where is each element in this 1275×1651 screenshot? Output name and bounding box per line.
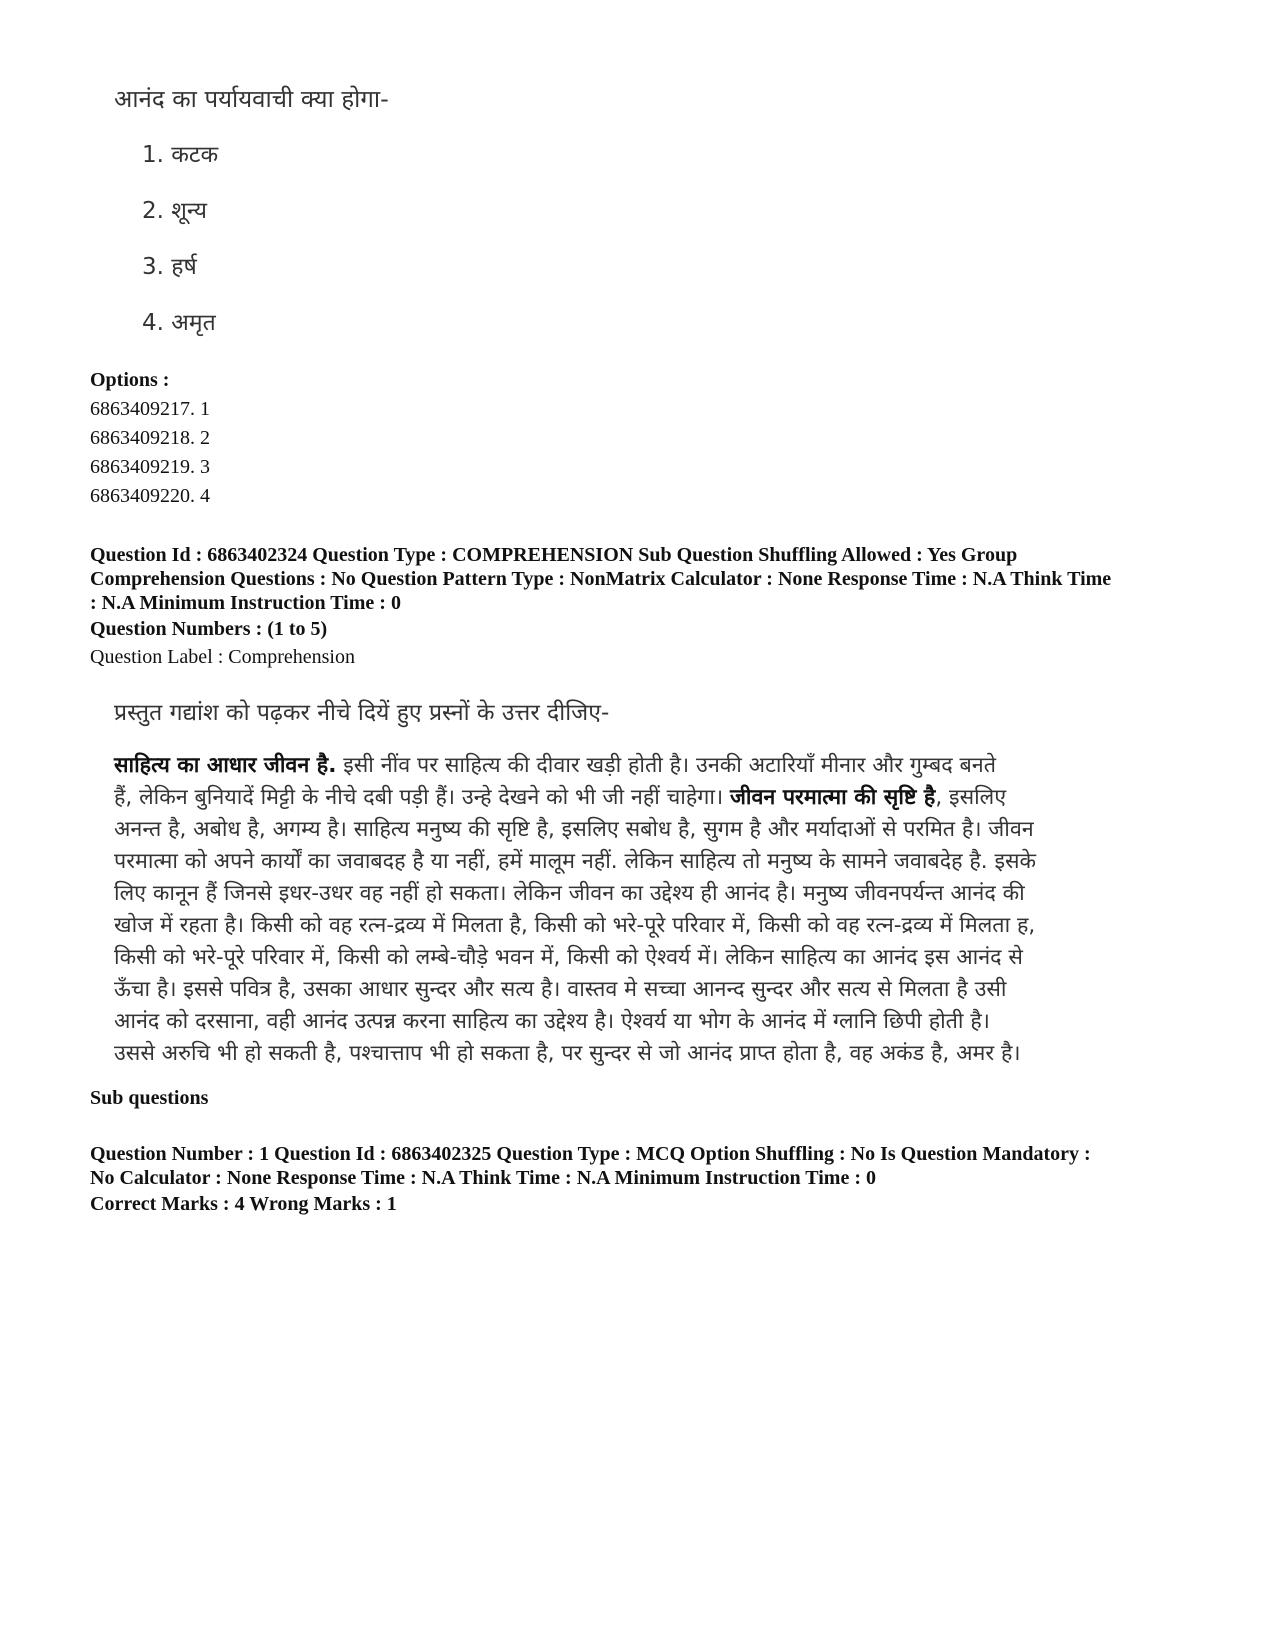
options-block	[90, 366, 210, 511]
passage-text: , इसलिए	[935, 785, 1007, 810]
choice-2: 2. शून्य	[142, 198, 208, 224]
meta-line: Comprehension Questions : No Question Pattern Type : NonMatrix Calculator : None Response Time : N.A Think Time	[90, 568, 1112, 590]
marks-line: Correct Marks : 4 Wrong Marks : 1	[90, 1193, 397, 1215]
passage-line: खोज में रहता है। किसी को वह रत्न-द्रव्य में मिलता है, किसी को भरे-पूरे परिवार में, किसी को वह रत्न-द्रव्य में मिलता ह,	[114, 913, 1036, 938]
option-item: 6863409217. 1	[90, 398, 210, 420]
question-prompt: आनंद का पर्यायवाची क्या होगा-	[114, 85, 389, 113]
passage-line	[114, 750, 1164, 782]
passage-line: किसी को भरे-पूरे परिवार में, किसी को लम्बे-चौड़े भवन में, किसी को ऐश्वर्य में। लेकिन साहित्य का आनंद इस आनंद से	[114, 945, 1023, 970]
meta-line: Question Number : 1 Question Id : 6863402325 Question Type : MCQ Option Shuffling : No Is Question Mandatory :	[90, 1143, 1091, 1165]
passage-bold-phrase: जीवन परमात्मा की सृष्टि है	[729, 785, 936, 810]
passage-text: हैं, लेकिन बुनियादें मिट्टी के नीचे दबी पड़ी हैं। उन्हे देखने को भी जी नहीं चाहेगा।	[114, 785, 730, 810]
meta-line: No Calculator : None Response Time : N.A Think Time : N.A Minimum Instruction Time : 0	[90, 1167, 876, 1189]
question-label: Question Label : Comprehension	[90, 646, 355, 668]
choice-4: 4. अमृत	[142, 310, 216, 336]
passage-line	[114, 782, 1164, 814]
choice-1: 1. कटक	[142, 142, 219, 168]
sub-questions-heading: Sub questions	[90, 1087, 209, 1109]
option-item: 6863409218. 2	[90, 427, 210, 449]
passage-bold-phrase: साहित्य का आधार जीवन है.	[114, 753, 337, 778]
passage-line: उससे अरुचि भी हो सकती है, पश्चात्ताप भी हो सकता है, पर सुन्दर से जो आनंद प्राप्त होता है, वह अकंड है, अमर है।	[114, 1041, 1021, 1066]
question-numbers: Question Numbers : (1 to 5)	[90, 618, 328, 640]
meta-line: Question Id : 6863402324 Question Type : COMPREHENSION Sub Question Shuffling Allowed : Yes Group	[90, 544, 1018, 566]
option-item: 6863409219. 3	[90, 456, 210, 478]
passage-line: अनन्त है, अबोध है, अगम्य है। साहित्य मनुष्य की सृष्टि है, इसलिए सबोध है, सुगम है और मर्यादाओं से परमित है। जीवन	[114, 817, 1034, 842]
passage	[114, 750, 1164, 1070]
sub-question-meta	[90, 1142, 1190, 1190]
option-item: 6863409220. 4	[90, 485, 210, 507]
options-heading: Options :	[90, 369, 170, 391]
comprehension-meta	[90, 543, 1190, 615]
passage-line: आनंद को दरसाना, वही आनंद उत्पन्न करना साहित्य का उद्देश्य है। ऐश्वर्य या भोग के आनंद में ग्लानि छिपी होती है।	[114, 1009, 990, 1034]
passage-line: लिए कानून हैं जिनसे इधर-उधर वह नहीं हो सकता। लेकिन जीवन का उद्देश्य ही आनंद है। मनुष्य जीवनपर्यन्त आनंद की	[114, 881, 1025, 906]
passage-line: ऊँचा है। इससे पवित्र है, उसका आधार सुन्दर और सत्य है। वास्तव मे सच्चा आनन्द सुन्दर और सत्य से मिलता है उसी	[114, 977, 1007, 1002]
passage-text: इसी नींव पर साहित्य की दीवार खड़ी होती है। उनकी अटारियाँ मीनार और गुम्बद बनते	[336, 753, 996, 778]
passage-line: परमात्मा को अपने कार्यों का जवाबदह है या नहीं, हमें मालूम नहीं. लेकिन साहित्य तो मनुष्य के सामने जवाबदेह है. इसके	[114, 849, 1037, 874]
passage-instruction: प्रस्तुत गद्यांश को पढ़कर नीचे दियें हुए प्रस्नों के उत्तर दीजिए-	[114, 700, 610, 726]
meta-line: : N.A Minimum Instruction Time : 0	[90, 592, 401, 614]
choice-3: 3. हर्ष	[142, 254, 197, 280]
